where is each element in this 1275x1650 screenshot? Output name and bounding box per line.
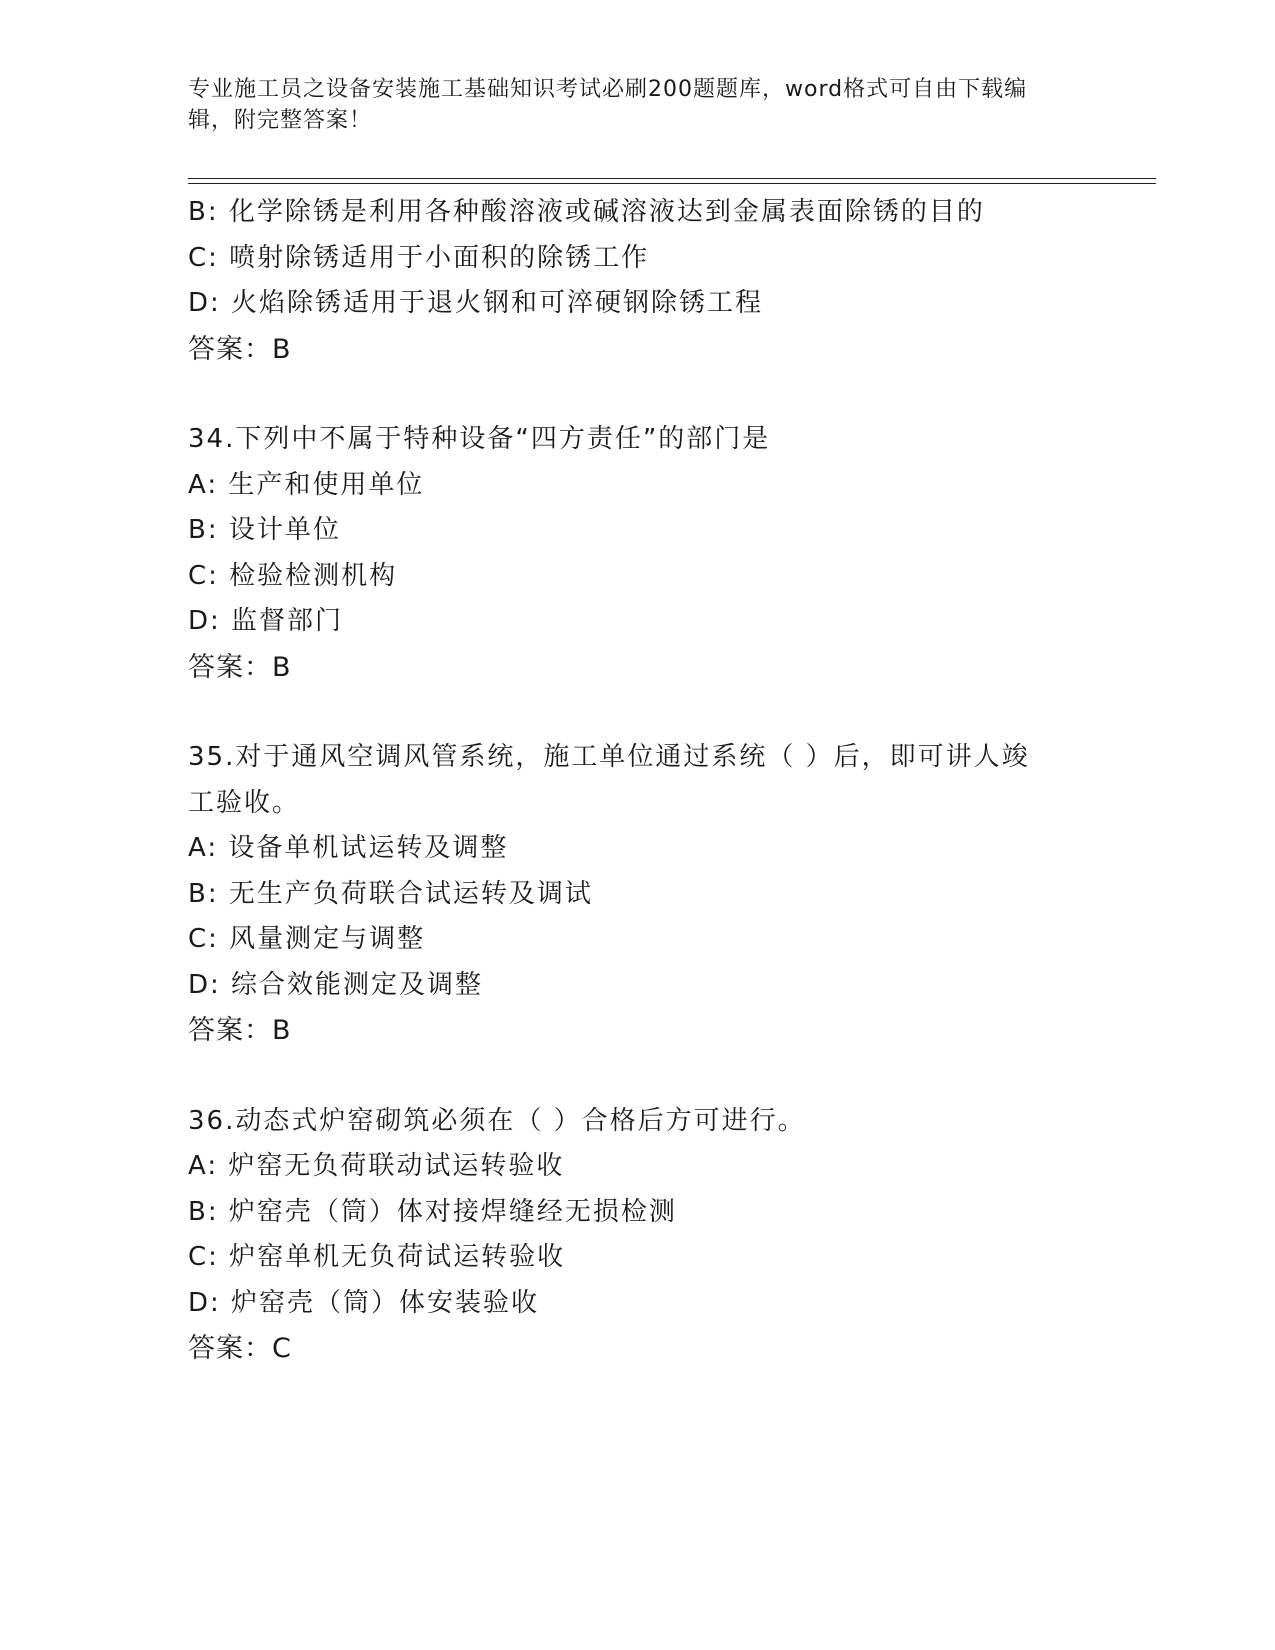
option-d: D: 炉窑壳（筒）体安装验收 [188, 1287, 540, 1318]
question-stem: 34.下列中不属于特种设备“四方责任”的部门是 [188, 424, 771, 454]
option-c: C: 喷射除锈适用于小面积的除锈工作 [188, 242, 650, 273]
option-c: C: 炉窑单机无负荷试运转验收 [188, 1242, 566, 1272]
option-b: B: 化学除锈是利用各种酸溶液或碱溶液达到金属表面除锈的目的 [188, 197, 985, 227]
spacer [188, 372, 1088, 417]
question-34 [188, 417, 1088, 690]
question-stem: 36.动态式炉窑砌筑必须在（ ）合格后方可进行。 [188, 1105, 806, 1136]
header-divider-top [188, 178, 1156, 179]
document-header-title: 专业施工员之设备安装施工基础知识考试必刷200题题库，word格式可自由下载编辑，附完整答案！ [188, 77, 1028, 133]
option-d: D: 火焰除锈适用于退火钢和可淬硬钢除锈工程 [188, 288, 764, 318]
carryover-block [188, 190, 1088, 372]
option-d: D: 监督部门 [188, 606, 344, 636]
answer-line: 答案：C [188, 1333, 292, 1364]
answer-line: 答案：B [188, 651, 292, 683]
header-divider-bottom [188, 183, 1156, 184]
option-c: C: 风量测定与调整 [188, 924, 426, 954]
answer-line: 答案：B [188, 333, 292, 365]
question-stem: 35.对于通风空调风管系统，施工单位通过系统（ ）后，即可讲人竣 [188, 742, 1030, 772]
option-c: C: 检验检测机构 [188, 560, 398, 591]
option-b: B: 无生产负荷联合试运转及调试 [188, 878, 593, 909]
option-a: A: 炉窑无负荷联动试运转验收 [188, 1151, 565, 1181]
question-36 [188, 1099, 1088, 1372]
question-35 [188, 735, 1088, 1054]
option-b: B: 炉窑壳（筒）体对接焊缝经无损检测 [188, 1196, 677, 1227]
option-a: A: 生产和使用单位 [188, 469, 425, 500]
spacer [188, 690, 1088, 735]
answer-line: 答案：B [188, 1015, 292, 1046]
option-a: A: 设备单机试运转及调整 [188, 833, 509, 863]
question-stem-continued: 工验收。 [188, 787, 301, 818]
question-content [188, 190, 1088, 1372]
option-b: B: 设计单位 [188, 515, 341, 545]
spacer [188, 1054, 1088, 1099]
option-d: D: 综合效能测定及调整 [188, 969, 484, 1000]
